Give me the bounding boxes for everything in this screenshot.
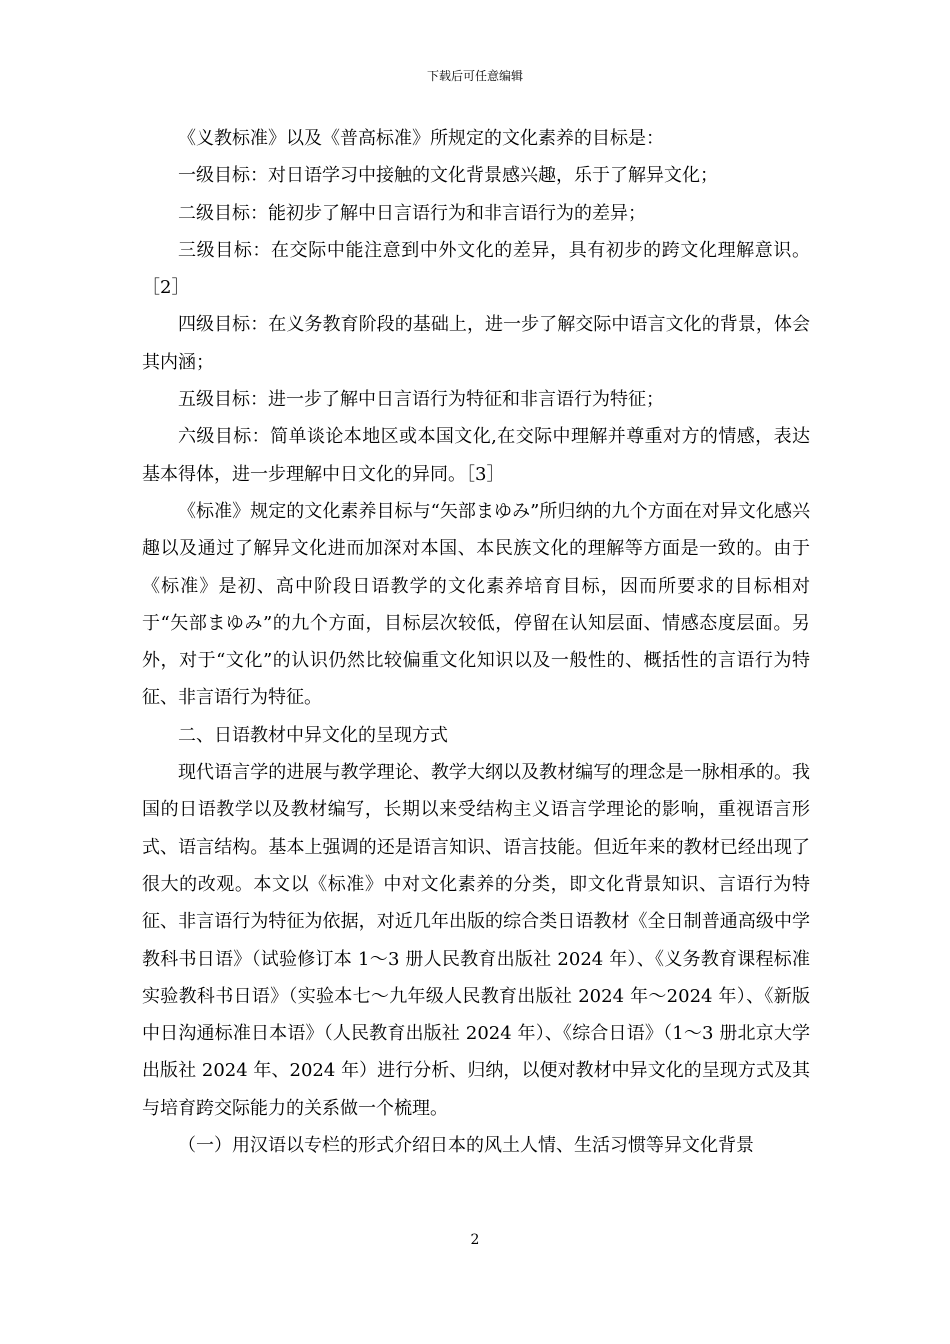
paragraph-level-6: 六级目标：简单谈论本地区或本国文化,在交际中理解并尊重对方的情感，表达基本得体，进一步理解中日文化的异同。［3］ (142, 426, 810, 485)
paragraph-level-5: 五级目标：进一步了解中日言语行为特征和非言语行为特征； (178, 389, 664, 411)
paragraph-level-2: 二级目标：能初步了解中日言语行为和非言语行为的差异； (178, 202, 646, 224)
subsection-heading: （一）用汉语以专栏的形式介绍日本的风土人情、生活习惯等异文化背景 (178, 1135, 754, 1157)
paragraph-level-3: 三级目标：在交际中能注意到中外文化的差异，具有初步的跨文化理解意识。［2］ (142, 239, 810, 299)
section-heading: 二、日语教材中异文化的呈现方式 (178, 724, 448, 746)
page-header: 下载后可任意编辑 (426, 69, 523, 83)
paragraph-standards-intro: 《义教标准》以及《普高标准》所规定的文化素养的目标是： (178, 128, 664, 149)
paragraph-level-1: 一级目标：对日语学习中接触的文化背景感兴趣，乐于了解异文化； (178, 165, 718, 187)
paragraph-comparison: 《标准》规定的文化素养目标与“矢部まゆみ”所归纳的九个方面在对异文化感兴趣以及通过了解异文化进而加深对本国、本民族文化的理解等方面是一致的。由于《标准》是初、高中阶段日语教学的文化素养培育目标，因而所要求的目标相对于“矢部まゆみ”的九个方面，目标层次较低，停留在认知层面、情感态度层面。另外，对于“文化”的认识仍然比较偏重文化知识以及一般性的、概括性的言语行为特征、非言语行为特征。 (142, 500, 810, 709)
paragraph-level-4: 四级目标：在义务教育阶段的基础上，进一步了解交际中语言文化的背景，体会其内涵； (142, 314, 810, 373)
document-body (142, 120, 810, 1164)
page-number: 2 (470, 1232, 480, 1248)
paragraph-analysis: 现代语言学的进展与教学理论、教学大纲以及教材编写的理念是一脉相承的。我国的日语教学以及教材编写，长期以来受结构主义语言学理论的影响，重视语言形式、语言结构。基本上强调的还是语言知识、语言技能。但近年来的教材已经出现了很大的改观。本文以《标准》中对文化素养的分类，即文化背景知识、言语行为特征、非言语行为特征为依据，对近几年出版的综合类日语教材《全日制普通高级中学教科书日语》（试验修订本 1～3 册人民教育出版社 2024 年）、《义务教育课程标准实验教科书日语》（实验本七～九年级人民教育出版社 2024 年～2024 年）、《新版中日沟通标准日本语》（人民教育出版社 2024 年）、《综合日语》（1～3 册北京大学出版社 2024 年、2024 年）进行分析、归纳，以便对教材中异文化的呈现方式及其与培育跨交际能力的关系做一个梳理。 (142, 762, 810, 1119)
